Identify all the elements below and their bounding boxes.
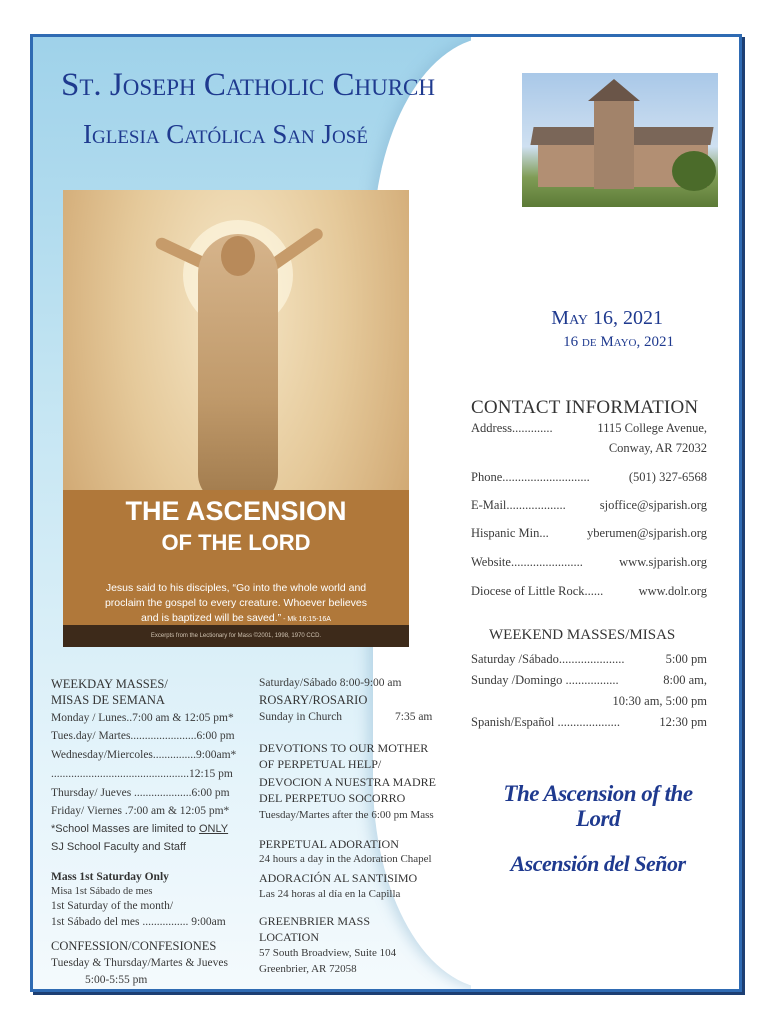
weekend-sunday-time2: 10:30 am, 5:00 pm xyxy=(612,694,707,708)
christ-head xyxy=(221,236,255,276)
weekday-line1: Monday / Lunes..7:00 am & 12:05 pm* xyxy=(51,712,234,724)
devotion-line: Tuesday/Martes after the 6:00 pm Mass xyxy=(259,809,434,821)
email-link[interactable]: sjoffice@sjparish.org xyxy=(599,498,707,512)
weekday-line5: Thursday/ Jueves ....................6:00 pm xyxy=(51,787,230,799)
poster-quote-line1: Jesus said to his disciples, “Go into the whole world and xyxy=(105,582,367,594)
devotion-heading3: DEVOCION A NUESTRA MADRE xyxy=(259,775,437,789)
greenbrier-line1: 57 South Broadview, Suite 104 xyxy=(259,947,397,959)
poster-quote-line2: proclaim the gospel to every creature. Whoever believes xyxy=(104,597,368,609)
devotion-heading1: DEVOTIONS TO OUR MOTHER xyxy=(259,741,429,755)
date-english: May 16, 2021 xyxy=(551,307,663,329)
poster-quote xyxy=(87,581,385,627)
school-note-line1 xyxy=(51,823,228,835)
poster-title-line2: OF THE LORD xyxy=(161,530,311,555)
weekend-spanish-time: 12:30 pm xyxy=(659,715,707,729)
school-note-text: *School Masses are limited to xyxy=(51,823,199,835)
contact-diocese-row xyxy=(471,584,707,599)
feast-title-english: The Ascension of the Lord xyxy=(503,781,693,831)
contact-phone-row xyxy=(471,470,707,485)
weekday-line4: ................................................12:15 pm xyxy=(51,768,233,780)
address-label: Address............. xyxy=(471,421,553,435)
hispanic-email-link[interactable]: yberumen@sjparish.org xyxy=(587,526,707,540)
church-title-spanish: Iglesia Católica San José xyxy=(83,119,368,149)
weekday-line3: Wednesday/Miercoles...............9:00am* xyxy=(51,749,237,761)
school-note-only: ONLY xyxy=(198,823,229,835)
weekday-heading2: MISAS DE SEMANA xyxy=(51,693,165,707)
rosary-sunday-label: Sunday in Church xyxy=(259,711,343,723)
adoracion-line: Las 24 horas al día en la Capilla xyxy=(259,888,401,900)
website-label: Website....................... xyxy=(471,555,583,569)
first-saturday-line2: 1st Saturday of the month/ xyxy=(51,900,174,912)
contact-hispanic-row xyxy=(471,526,707,541)
school-note-line2: SJ School Faculty and Staff xyxy=(51,841,186,853)
church-tower xyxy=(594,97,634,189)
contact-address-row xyxy=(471,421,707,436)
date-spanish: 16 de Mayo, 2021 xyxy=(563,334,674,350)
weekend-saturday-time: 5:00 pm xyxy=(665,652,707,666)
diocese-link[interactable]: www.dolr.org xyxy=(638,584,707,598)
weekend-spanish-label: Spanish/Español .................... xyxy=(471,715,620,729)
weekend-sunday-row xyxy=(471,673,707,688)
greenbrier-heading1: GREENBRIER MASS xyxy=(259,914,371,928)
phone-label: Phone............................ xyxy=(471,470,590,484)
diocese-label: Diocese of Little Rock...... xyxy=(471,584,604,598)
weekday-line2: Tues.day/ Martes.......................6:00 pm xyxy=(51,730,235,742)
feast-title-spanish: Ascensión del Señor xyxy=(510,851,686,876)
church-title-english: St. Joseph Catholic Church xyxy=(61,67,436,103)
contact-website-row xyxy=(471,555,707,570)
rosary-sunday-time: 7:35 am xyxy=(395,711,433,723)
rosary-heading: ROSARY/ROSARIO xyxy=(259,693,368,707)
confession-heading: CONFESSION/CONFESIONES xyxy=(51,939,217,953)
greenbrier-line2: Greenbrier, AR 72058 xyxy=(259,963,357,975)
email-label: E-Mail................... xyxy=(471,498,566,512)
address-line2: Conway, AR 72032 xyxy=(608,441,707,455)
devotion-heading4: DEL PERPETUO SOCORRO xyxy=(259,791,406,805)
devotion-heading2: OF PERPETUAL HELP/ xyxy=(259,757,382,771)
first-saturday-line3: 1st Sábado del mes ................ 9:00am xyxy=(51,916,226,928)
church-photo xyxy=(522,73,718,207)
poster-title-line1: THE ASCENSION xyxy=(125,496,347,526)
confession-line2: 5:00-5:55 pm xyxy=(85,974,148,986)
weekday-heading1: WEEKDAY MASSES/ xyxy=(51,677,168,691)
weekend-saturday-row xyxy=(471,652,707,667)
greenbrier-heading2: LOCATION xyxy=(259,930,319,944)
adoration-heading: PERPETUAL ADORATION xyxy=(259,837,399,851)
website-link[interactable]: www.sjparish.org xyxy=(619,555,707,569)
ascension-poster xyxy=(63,190,409,647)
adoracion-heading: ADORACIÓN AL SANTISIMO xyxy=(259,871,418,885)
weekend-sunday-label: Sunday /Domingo ................. xyxy=(471,673,619,687)
bulletin-frame xyxy=(30,34,742,992)
rosary-saturday: Saturday/Sábado 8:00-9:00 am xyxy=(259,677,402,689)
weekend-masses-heading: WEEKEND MASSES/MISAS xyxy=(489,627,676,643)
weekend-saturday-label: Saturday /Sábado..................... xyxy=(471,652,625,666)
contact-heading: CONTACT INFORMATION xyxy=(471,397,699,418)
poster-quote-ref: - Mk 16:15-16A xyxy=(281,616,331,623)
tree xyxy=(672,151,716,191)
poster-footer: Excerpts from the Lectionary for Mass ©2001, 1998, 1970 CCD. xyxy=(63,625,409,647)
weekend-spanish-row xyxy=(471,715,707,730)
contact-email-row xyxy=(471,498,707,513)
adoration-line: 24 hours a day in the Adoration Chapel xyxy=(259,853,432,865)
poster-quote-line3: and is baptized will be saved.” xyxy=(141,612,282,624)
phone-value: (501) 327-6568 xyxy=(628,470,707,484)
weekend-sunday-time1: 8:00 am, xyxy=(663,673,707,687)
church-spire xyxy=(588,79,640,101)
first-saturday-heading: Mass 1st Saturday Only xyxy=(51,871,169,883)
address-line1: 1115 College Avenue, xyxy=(597,421,707,435)
hispanic-label: Hispanic Min... xyxy=(471,526,549,540)
weekday-line6: Friday/ Viernes .7:00 am & 12:05 pm* xyxy=(51,805,230,817)
first-saturday-line1: Misa 1st Sábado de mes xyxy=(51,886,153,897)
confession-line1: Tuesday & Thursday/Martes & Jueves xyxy=(51,957,228,969)
